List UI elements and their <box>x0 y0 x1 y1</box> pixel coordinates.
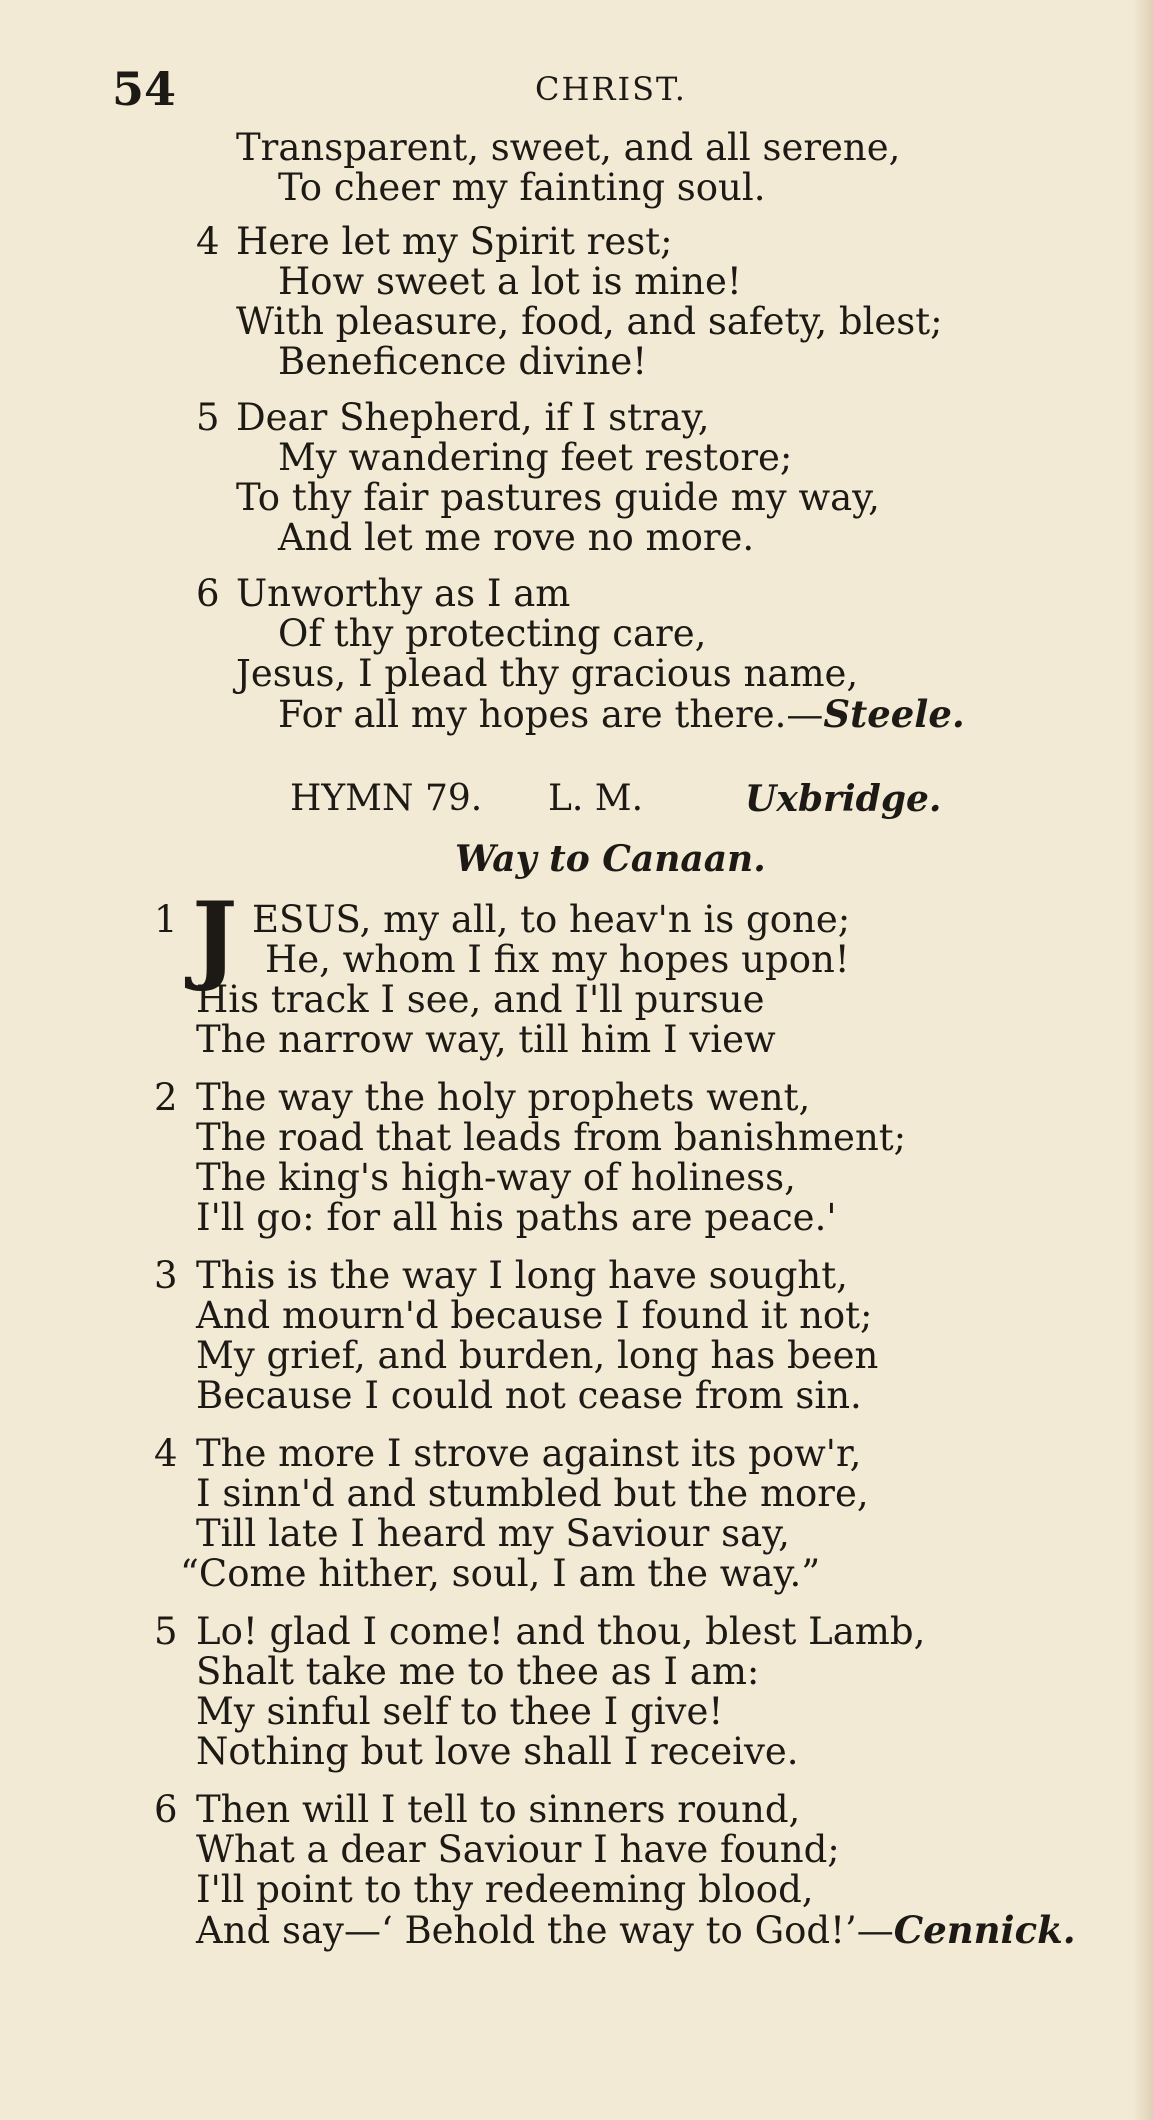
page-number: 54 <box>112 62 177 116</box>
verse-line: Lo! glad I come! and thou, blest Lamb, <box>196 1610 926 1653</box>
drop-cap: J <box>192 881 238 994</box>
verse-number: 4 <box>196 220 220 263</box>
verse-number: 5 <box>154 1610 178 1653</box>
verse-line: Because I could not cease from sin. <box>196 1374 862 1417</box>
verse-line: How sweet a lot is mine! <box>278 260 742 303</box>
verse-number: 2 <box>154 1076 178 1119</box>
verse-line: To cheer my fainting soul. <box>278 166 766 209</box>
verse-line: Unworthy as I am <box>236 572 571 615</box>
author-attribution: Cennick. <box>893 1908 1076 1952</box>
verse-line-text: And say—‘ Behold the way to God!’— <box>196 1909 894 1952</box>
verse-line: I'll go: for all his paths are peace.' <box>196 1196 837 1239</box>
verse-line: Then will I tell to sinners round, <box>196 1788 801 1831</box>
verse-line: The more I strove against its pow'r, <box>196 1432 862 1475</box>
verse-line: Nothing but love shall I receive. <box>196 1730 799 1773</box>
verse-line: “Come hither, soul, I am the way.” <box>180 1552 821 1595</box>
verse-line <box>278 694 965 735</box>
tune-name: Uxbridge. <box>745 778 942 820</box>
verse-line <box>196 1910 1076 1951</box>
author-attribution: Steele. <box>823 692 965 736</box>
verse-line: To thy fair pastures guide my way, <box>236 476 880 519</box>
page-edge-shadow <box>1133 0 1153 2120</box>
verse-line: What a dear Saviour I have found; <box>196 1828 840 1871</box>
running-head: CHRIST. <box>535 70 687 108</box>
verse-line: Beneficence divine! <box>278 340 648 383</box>
verse-line: Here let my Spirit rest; <box>236 220 673 263</box>
verse-line: He, whom I fix my hopes upon! <box>265 938 850 981</box>
verse-line: The way the holy prophets went, <box>196 1076 811 1119</box>
verse-line: My wandering feet restore; <box>278 436 793 479</box>
verse-line: My sinful self to thee I give! <box>196 1690 724 1733</box>
verse-number: 4 <box>154 1432 178 1475</box>
verse-line: ESUS, my all, to heav'n is gone; <box>252 898 851 941</box>
verse-line: Transparent, sweet, and all serene, <box>236 126 901 169</box>
verse-line: Of thy protecting care, <box>278 612 707 655</box>
verse-line: With pleasure, food, and safety, blest; <box>236 300 943 343</box>
verse-number: 6 <box>196 572 220 615</box>
verse-line: Dear Shepherd, if I stray, <box>236 396 710 439</box>
verse-line: This is the way I long have sought, <box>196 1254 848 1297</box>
verse-line: The narrow way, till him I view <box>196 1018 776 1061</box>
verse-number: 6 <box>154 1788 178 1831</box>
verse-line: And mourn'd because I found it not; <box>196 1294 873 1337</box>
verse-line: My grief, and burden, long has been <box>196 1334 879 1377</box>
verse-number: 3 <box>154 1254 178 1297</box>
verse-line-text: For all my hopes are there.— <box>278 693 824 736</box>
page-header <box>0 62 1153 122</box>
hymn-subtitle: Way to Canaan. <box>455 838 766 880</box>
verse-line: His track I see, and I'll pursue <box>196 978 765 1021</box>
verse-line: The road that leads from banishment; <box>196 1116 907 1159</box>
verse-line: Till late I heard my Saviour say, <box>196 1512 790 1555</box>
verse-line: I'll point to thy redeeming blood, <box>196 1868 814 1911</box>
hymn-number: HYMN 79. <box>290 778 483 819</box>
hymn-meter: L. M. <box>548 778 644 819</box>
verse-line: I sinn'd and stumbled but the more, <box>196 1472 869 1515</box>
verse-line: The king's high-way of holiness, <box>196 1156 796 1199</box>
verse-line: Shalt take me to thee as I am: <box>196 1650 760 1693</box>
verse-line: Jesus, I plead thy gracious name, <box>236 652 859 695</box>
verse-number: 5 <box>196 396 220 439</box>
verse-number: 1 <box>154 898 178 941</box>
verse-line: And let me rove no more. <box>278 516 755 559</box>
